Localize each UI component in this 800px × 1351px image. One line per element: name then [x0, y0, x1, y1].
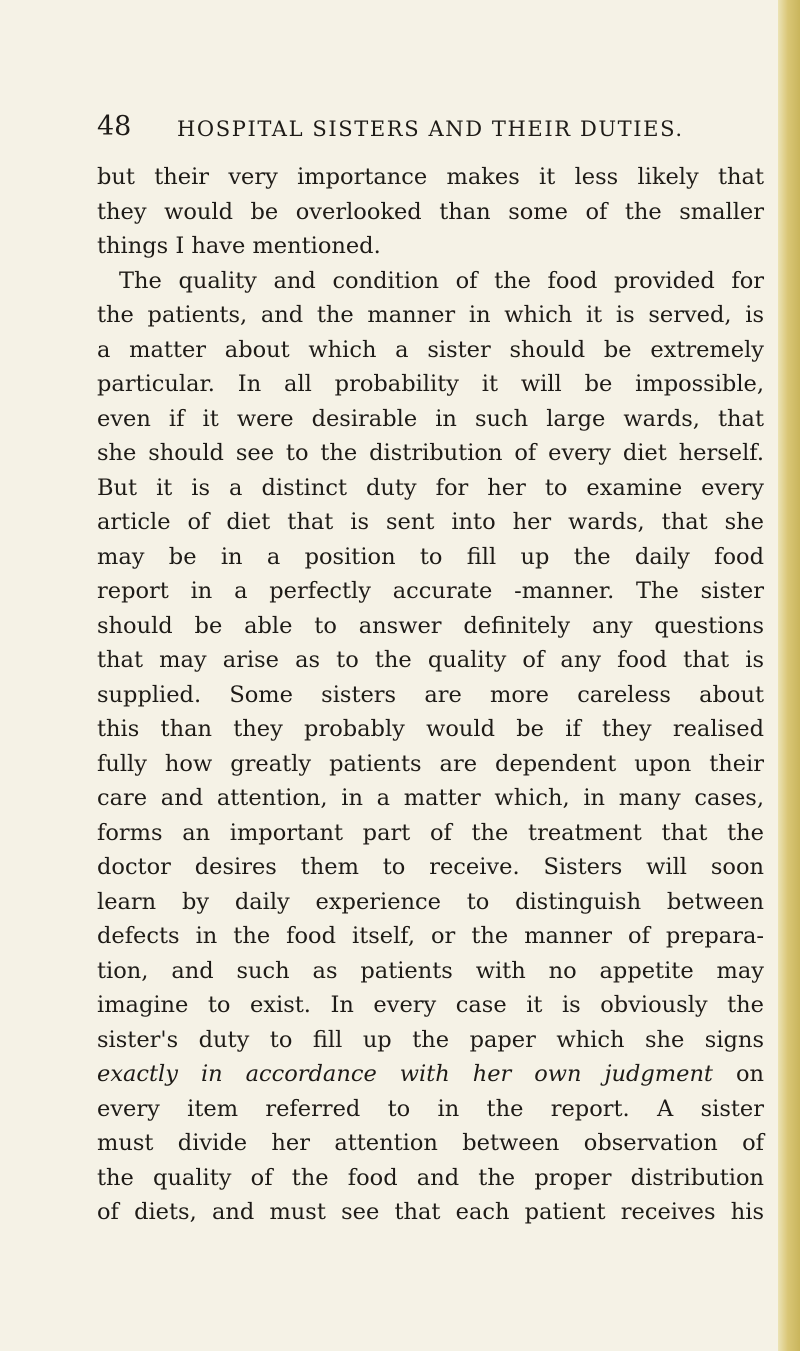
text-line: a matter about which a sister should be extremely [97, 336, 764, 363]
body-text [97, 160, 764, 1230]
text-line: supplied. Some sisters are more careless about [97, 681, 764, 708]
text-line: particular. In all probability it will be impossible, [97, 371, 764, 397]
text-line: of diets, and must see that each patient receives his [97, 1199, 764, 1225]
text-line: report in a perfectly accurate -manner. The sister [97, 578, 764, 604]
page-header [97, 110, 697, 144]
text-line: the quality of the food and the proper distribution [97, 1164, 764, 1191]
text-line: fully how greatly patients are dependent upon their [97, 750, 764, 777]
text-line: sister's duty to fill up the paper which she signs [97, 1026, 764, 1053]
text-line: she should see to the distribution of every diet herself. [97, 440, 764, 466]
text-line: things I have mentioned. [97, 233, 381, 259]
text-line: the patients, and the manner in which it is served, is [97, 302, 764, 328]
text-line: that may arise as to the quality of any food that is [97, 647, 764, 673]
text-line: should be able to answer definitely any questions [97, 612, 764, 639]
text-line: defects in the food itself, or the manner of prepara- [97, 923, 764, 949]
text-line: article of diet that is sent into her wards, that she [97, 509, 764, 535]
page-number: 48 [97, 111, 132, 142]
text-line: care and attention, in a matter which, in many cases, [97, 785, 764, 811]
text-line: tion, and such as patients with no appetite may [97, 957, 764, 984]
text-line: must divide her attention between observation of [97, 1130, 764, 1156]
text-line: doctor desires them to receive. Sisters will soon [97, 854, 764, 880]
text-line: imagine to exist. In every case it is obviously the [97, 992, 764, 1018]
text-line: but their very importance makes it less likely that [97, 164, 764, 190]
text-line: this than they probably would be if they realised [97, 716, 764, 742]
text-line: learn by daily experience to distinguish between [97, 888, 764, 915]
text-line: The quality and condition of the food provided for [119, 267, 764, 294]
text-line-italic [97, 1057, 764, 1092]
text-line: may be in a position to fill up the daily food [97, 543, 764, 570]
text-line: every item referred to in the report. A sister [97, 1095, 764, 1122]
text-line: even if it were desirable in such large wards, that [97, 405, 764, 432]
italic-phrase: exactly in accordance with her own judgment [97, 1061, 713, 1087]
text-line: But it is a distinct duty for her to examine every [97, 474, 764, 501]
page-edge [778, 0, 800, 1351]
italic-line-rest: on [712, 1061, 764, 1087]
text-line: they would be overlooked than some of the smaller [97, 198, 764, 225]
text-line: forms an important part of the treatment that the [97, 819, 764, 846]
running-title: HOSPITAL SISTERS AND THEIR DUTIES. [177, 117, 684, 141]
